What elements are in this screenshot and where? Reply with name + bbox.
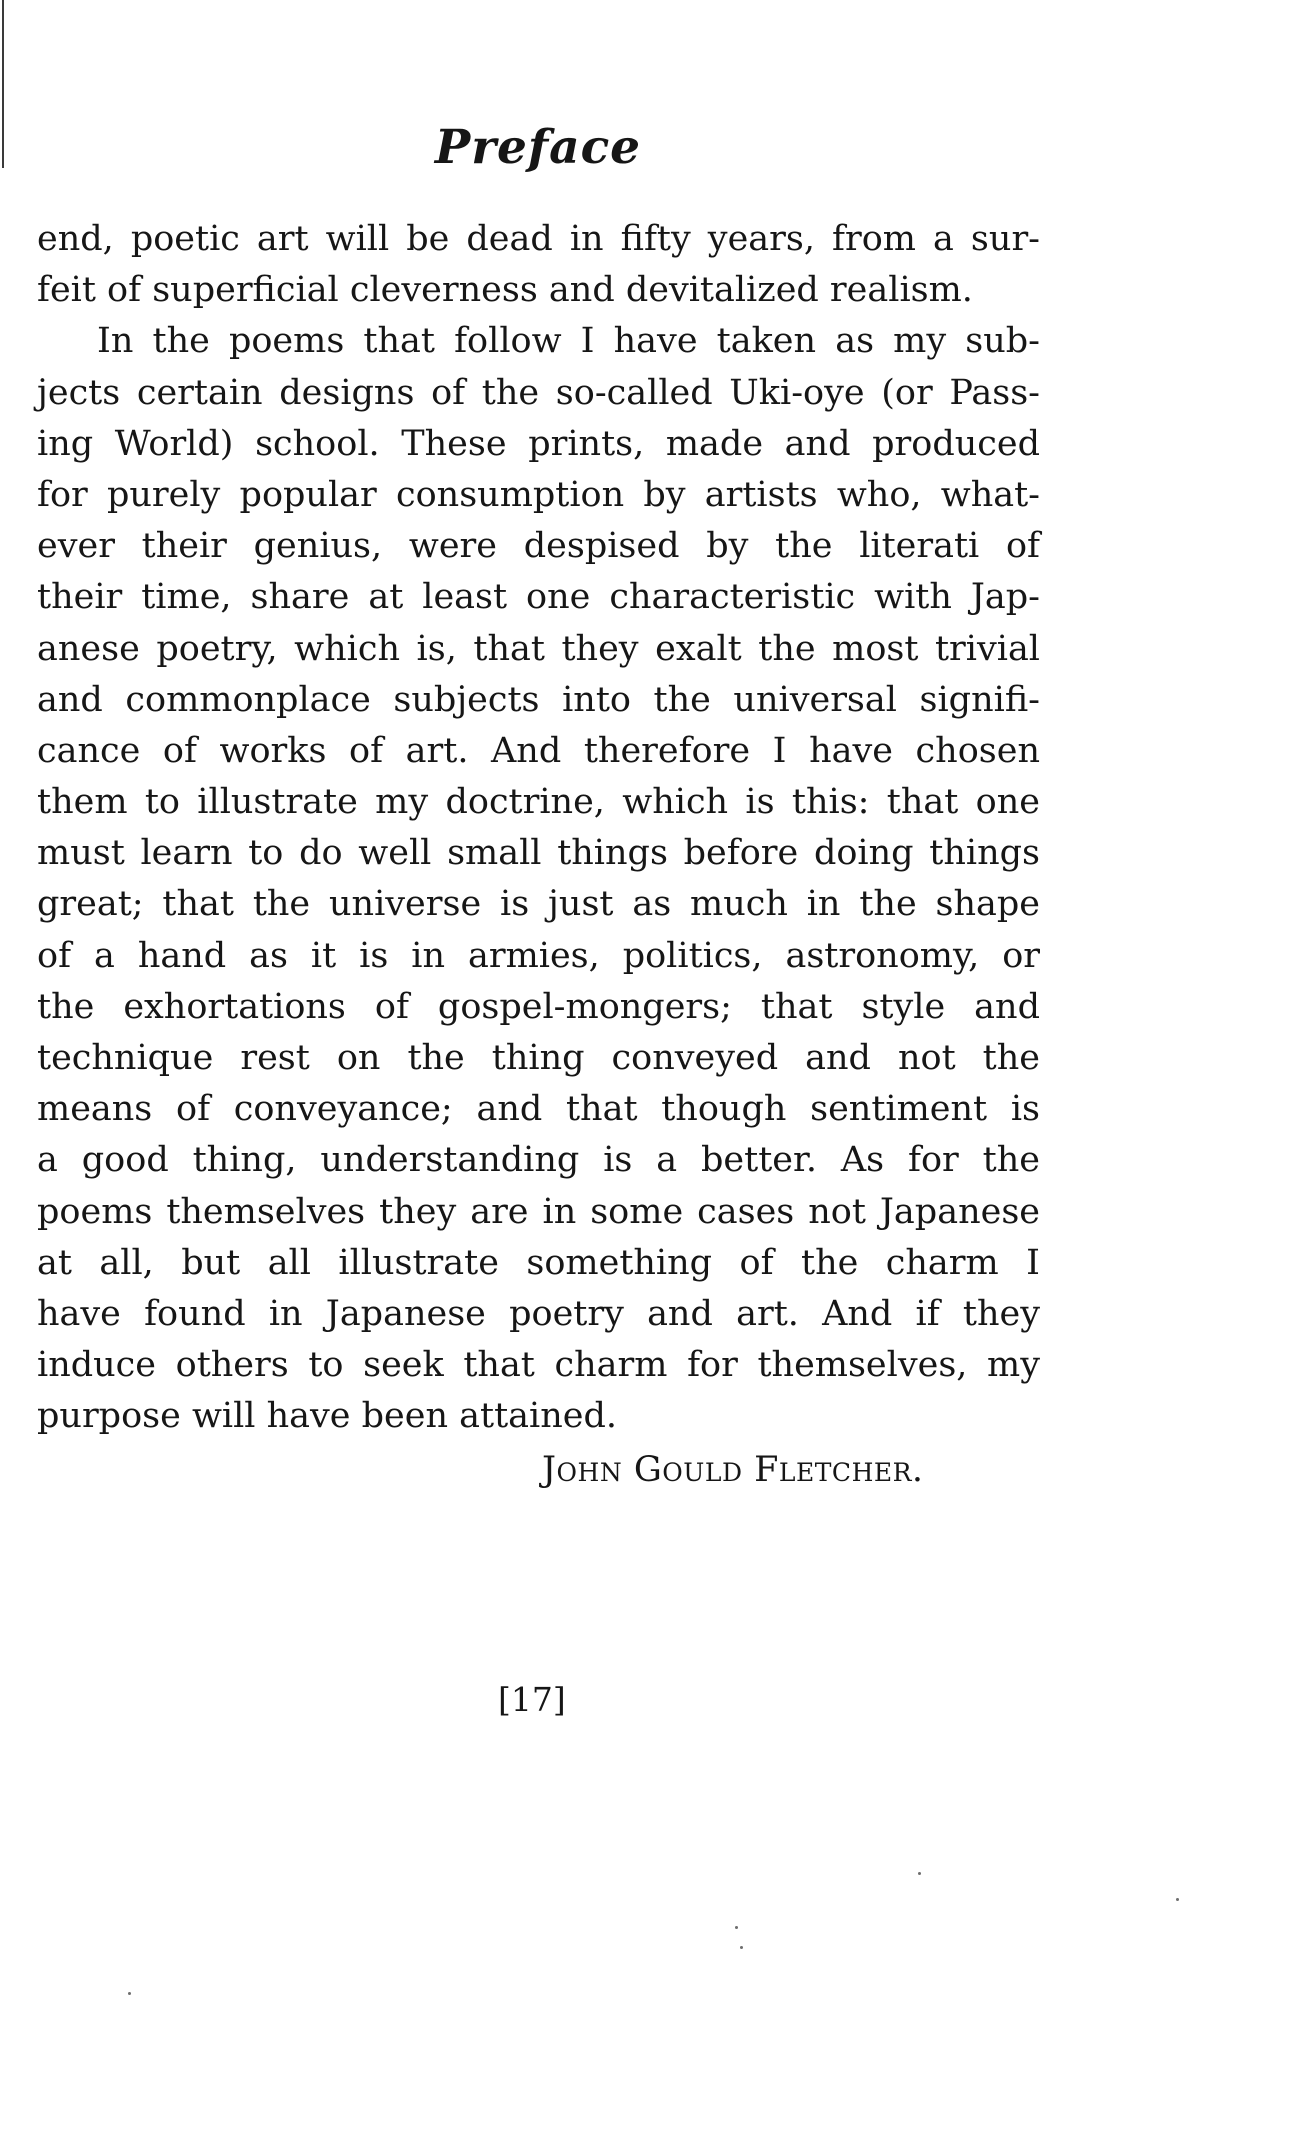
paper-speck [918,1872,921,1875]
text-line: great; that the universe is just as much in the shape [37,884,1040,925]
page-number: [17] [498,1680,566,1719]
text-line: have found in Japanese poetry and art. And if they [37,1293,1040,1334]
text-line: of a hand as it is in armies, politics, astronomy, or [37,935,1040,976]
text-line: poems themselves they are in some cases not Japanese [37,1191,1040,1232]
paper-speck [128,1992,131,1995]
text-line: must learn to do well small things before doing things [37,833,1040,874]
text-line: a good thing, understanding is a better. As for the [37,1140,1040,1181]
text-line: means of conveyance; and that though sentiment is [37,1089,1040,1130]
text-line: end, poetic art will be dead in fifty years, from a sur- [37,219,1040,259]
text-line: anese poetry, which is, that they exalt the most trivial [37,628,1040,669]
text-line: for purely popular consumption by artists who, what- [37,474,1040,515]
paper-speck [740,1946,743,1949]
text-line: the exhortations of gospel-mongers; that style and [37,986,1040,1027]
text-line: feit of superficial cleverness and devitalized realism. [37,270,973,311]
text-line: In the poems that follow I have taken as my sub- [97,321,1040,362]
paper-speck [735,1926,738,1929]
text-line: purpose will have been attained. [37,1396,617,1437]
text-line: ever their genius, were despised by the literati of [37,526,1040,567]
running-head: Preface [434,120,642,175]
text-line: jects certain designs of the so-called Uki-oye (or Pass- [37,372,1040,413]
text-line: technique rest on the thing conveyed and not the [37,1038,1040,1078]
text-line: at all, but all illustrate something of the charm I [37,1242,1040,1283]
text-line: and commonplace subjects into the universal signifi- [37,679,1040,720]
author-signature: John Gould Fletcher. [542,1450,924,1490]
body-text [37,214,1040,1443]
text-line: ing World) school. These prints, made and produced [37,423,1040,464]
paper-speck [1176,1898,1179,1901]
text-line: induce others to seek that charm for themselves, my [37,1345,1040,1386]
text-line: them to illustrate my doctrine, which is this: that one [37,782,1040,823]
text-line: cance of works of art. And therefore I have chosen [37,730,1040,771]
text-line: their time, share at least one characteristic with Jap- [37,577,1040,618]
